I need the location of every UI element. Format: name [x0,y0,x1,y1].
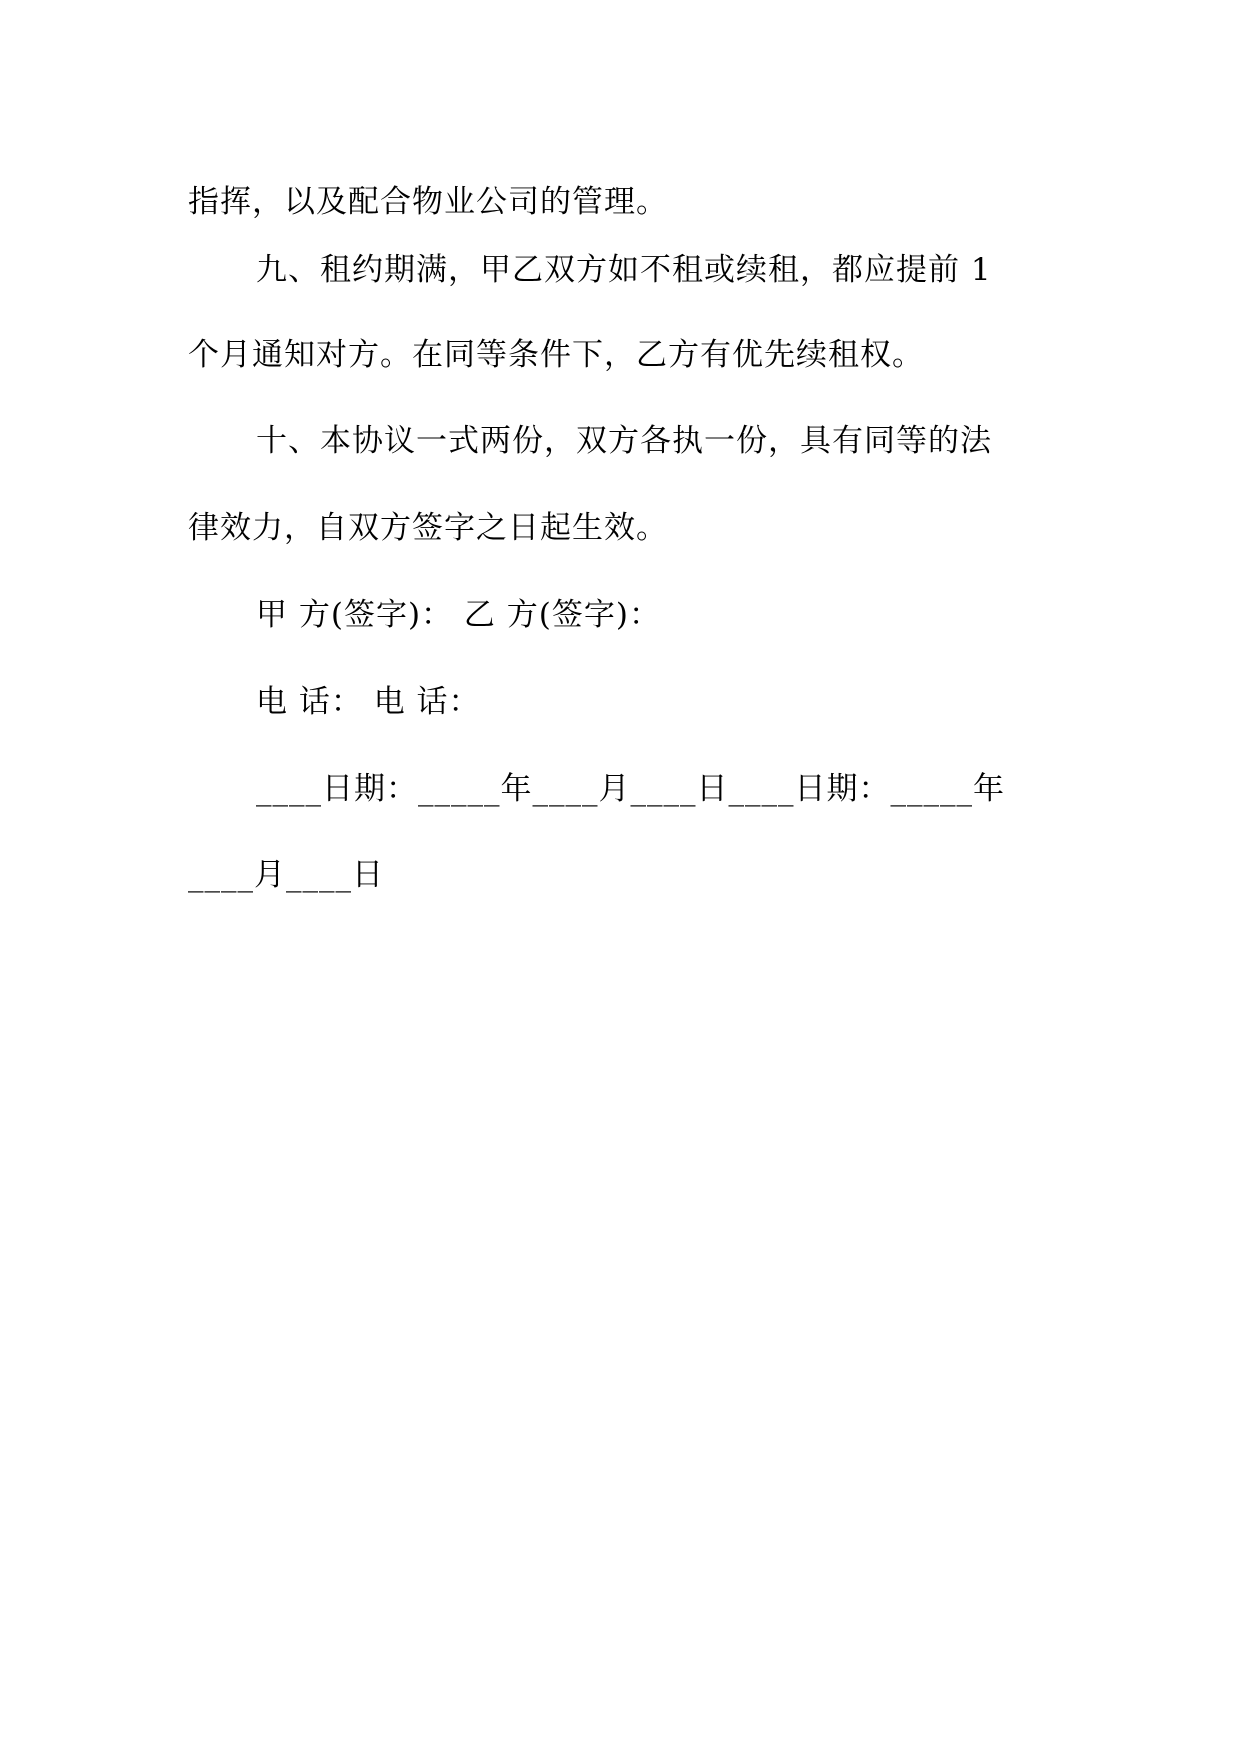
paragraph-line: 指挥，以及配合物业公司的管理。 [188,184,668,220]
date-line-2: ____月____日 [188,857,384,893]
date-line-1: ____日期：_____年____月____日____日期：_____年 [256,771,1005,807]
phone-line: 电 话： 电 话： [256,684,481,720]
clause-ten-line-1: 十、本协议一式两份，双方各执一份，具有同等的法 [256,423,992,459]
clause-nine-line-1: 九、租约期满，甲乙双方如不租或续租，都应提前 1 [256,252,992,288]
clause-ten-line-2: 律效力，自双方签字之日起生效。 [188,510,668,546]
signature-line: 甲 方(签字)： 乙 方(签字)： [256,597,661,633]
clause-nine-line-2: 个月通知对方。在同等条件下，乙方有优先续租权。 [188,337,924,373]
